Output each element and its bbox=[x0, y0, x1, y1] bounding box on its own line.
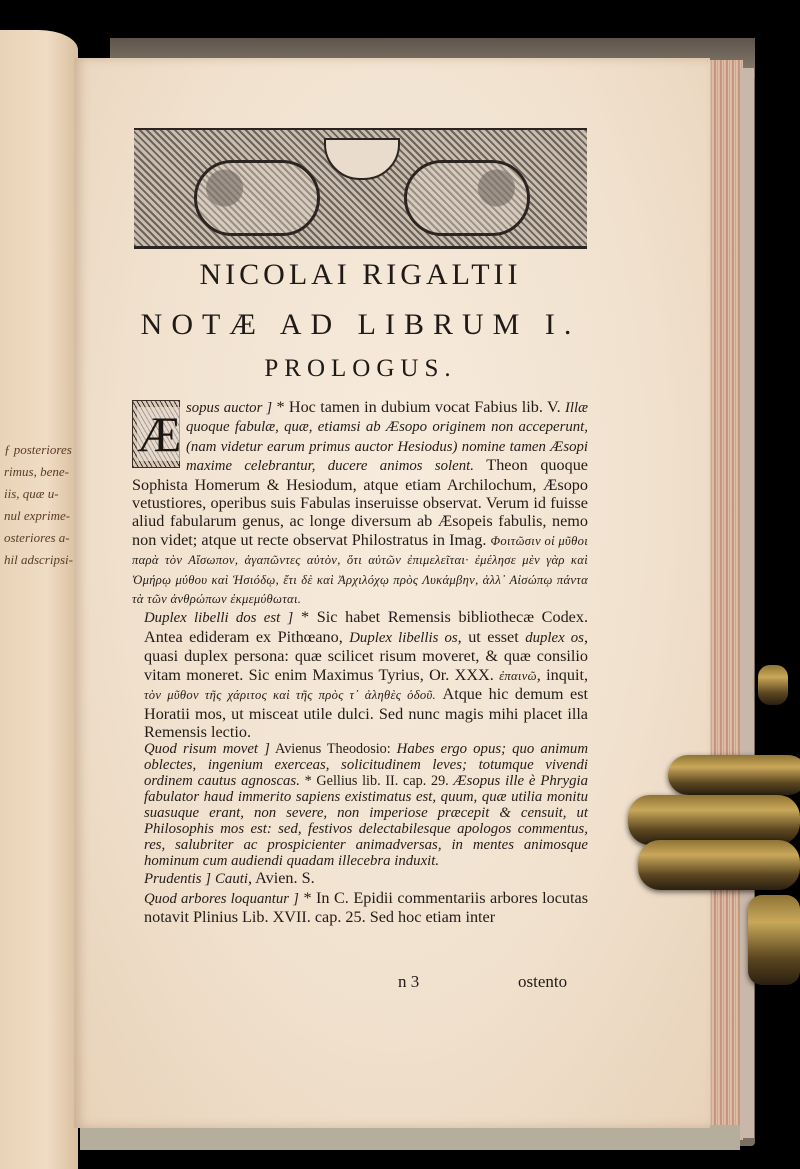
left-page bbox=[0, 30, 78, 1169]
book-board-bottom bbox=[80, 1125, 740, 1150]
note-paragraph: Prudentis ] Cauti, Avien. S. bbox=[144, 869, 315, 888]
note-paragraph: Duplex libelli dos est ] * Sic habet Remensis bibliothecæ Codex. Antea edideram ex Pithœano, Duplex libellis os, ut esset duplex os, quasi duplex persona: quæ scilicet risum moveret, & quæ consilio vitam moneret. Sic enim Maximus Tyrius, Or. XXX. ἐπαινῶ, inquit, τὸν μῦθον τῆς χάριτος καὶ τῆς πρὸς τ᾽ ἀληθὲς ὁδοῦ. Atque hic demum est Horatii mos, ut misceat utile dulci. Sed nunc magis mihi placet illa Remensis lectio. bbox=[144, 608, 589, 741]
left-page-line: osteriores a- bbox=[4, 530, 70, 545]
left-page-line: nul exprime- bbox=[4, 508, 71, 523]
left-page-line: rimus, bene- bbox=[4, 464, 69, 479]
title-notes: NOTÆ AD LIBRUM I. bbox=[140, 308, 581, 341]
ornamental-headpiece bbox=[134, 128, 587, 249]
left-page-line: hil adscripsi- bbox=[4, 552, 73, 567]
brass-hand-bookholder bbox=[628, 665, 800, 985]
note-paragraph: Æ sopus auctor ] * Hoc tamen in dubium vocat Fabius lib. V. Illæ quoque fabulæ, quæ, etiamsi ab Æsopo originem non acceperunt, (nam videtur earum primus auctor Hesiodus) nomine tamen Æsopi maxime celebrantur, ducere animos solent. Theon quoque Sophista Homerum & Hesiodum, atque etiam Archilochum, Æsopo vetustiores, operibus suis Fabulas inseruisse observat. Verum id fuisse aliud fabularum genus, ac longe diversum ab Æsopeis fabulis, nemo non videt; atque ut recte observat Philostratus in Imag. Φοιτῶσιν οἱ μῦθοι παρὰ τὸν Αἴσωπον, ἀγαπῶντες αὐτὸν, ὅτι αὐτῶν ἐπιμελεῖται· ἐμέλησε μὲν γὰρ καὶ Ὁμήρῳ μύθου καὶ Ἡσιόδῳ, ἔτι δὲ καὶ Ἀρχιλόχῳ πρὸς Λυκάμβην, ἀλλ᾽ Αἰσώπῳ πάντα τὰ τῶν ἀνθρώπων ἐκμεμύθωται. bbox=[132, 398, 589, 607]
section-heading: PROLOGUS. bbox=[264, 355, 457, 382]
left-page-line: iis, quæ u- bbox=[4, 486, 59, 501]
page-body bbox=[132, 398, 588, 927]
note-paragraph: Quod risum movet ] Avienus Theodosio: Habes ergo opus; quo animum oblectes, ingenium exerceas, solicitudinem leves; totumque vivendi ordinem cautus agnoscas. * Gellius lib. II. cap. 29. Æsopus ille è Phrygia fabulator haud immerito sapiens existimatus est, quum, quæ utilia monitu suasuque erant, non severe, non imperiose præcepit & censuit, ut Philosophis mos est: sed, festivos delectabilesque apologos commentus, res, salubriter ac prospicienter animadversas, in mentes animosque hominum cum audiendi quadam illecebra induxit. bbox=[144, 741, 589, 870]
left-page-line: ƒ posteriores bbox=[4, 442, 72, 457]
note-paragraph: Quod arbores loquantur ] * In C. Epidii commentariis arbores locutas notavit Plinius Lib. XVII. cap. 25. Sed hoc etiam inter bbox=[144, 888, 588, 927]
lemma: sopus auctor ] bbox=[186, 400, 273, 416]
scroll-ornament-left bbox=[194, 160, 320, 236]
greek-quote: Φοιτῶσιν οἱ μῦθοι παρὰ τὸν Αἴσωπον, ἀγαπῶντες αὐτὸν, ὅτι αὐτῶν ἐπιμελεῖται· ἐμέλησε μὲν γὰρ καὶ Ὁμήρῳ μύθου καὶ Ἡσιόδῳ, ἔτι δὲ καὶ Ἀρχιλόχῳ πρὸς Λυκάμβην, ἀλλ᾽ Αἰσώπῳ πάντα τὰ τῶν ἀνθρώπων ἐκμεμύθωται. bbox=[132, 533, 589, 607]
greek-quote: τὸν μῦθον τῆς χάριτος καὶ τῆς πρὸς τ᾽ ἀληθὲς ὁδοῦ. bbox=[144, 688, 436, 703]
lemma: Quod risum movet ] bbox=[144, 741, 270, 758]
signature-mark: n 3 bbox=[398, 972, 420, 991]
catchword: ostento bbox=[518, 972, 568, 991]
decorated-initial: Æ bbox=[132, 400, 180, 468]
lemma: Quod arbores loquantur ] bbox=[144, 890, 299, 907]
urn-ornament bbox=[324, 138, 400, 180]
title-author: NICOLAI RIGALTII bbox=[199, 258, 522, 291]
lemma: Prudentis ] bbox=[144, 871, 211, 888]
lemma: Duplex libelli dos est ] bbox=[144, 610, 294, 627]
scroll-ornament-right bbox=[404, 160, 530, 236]
